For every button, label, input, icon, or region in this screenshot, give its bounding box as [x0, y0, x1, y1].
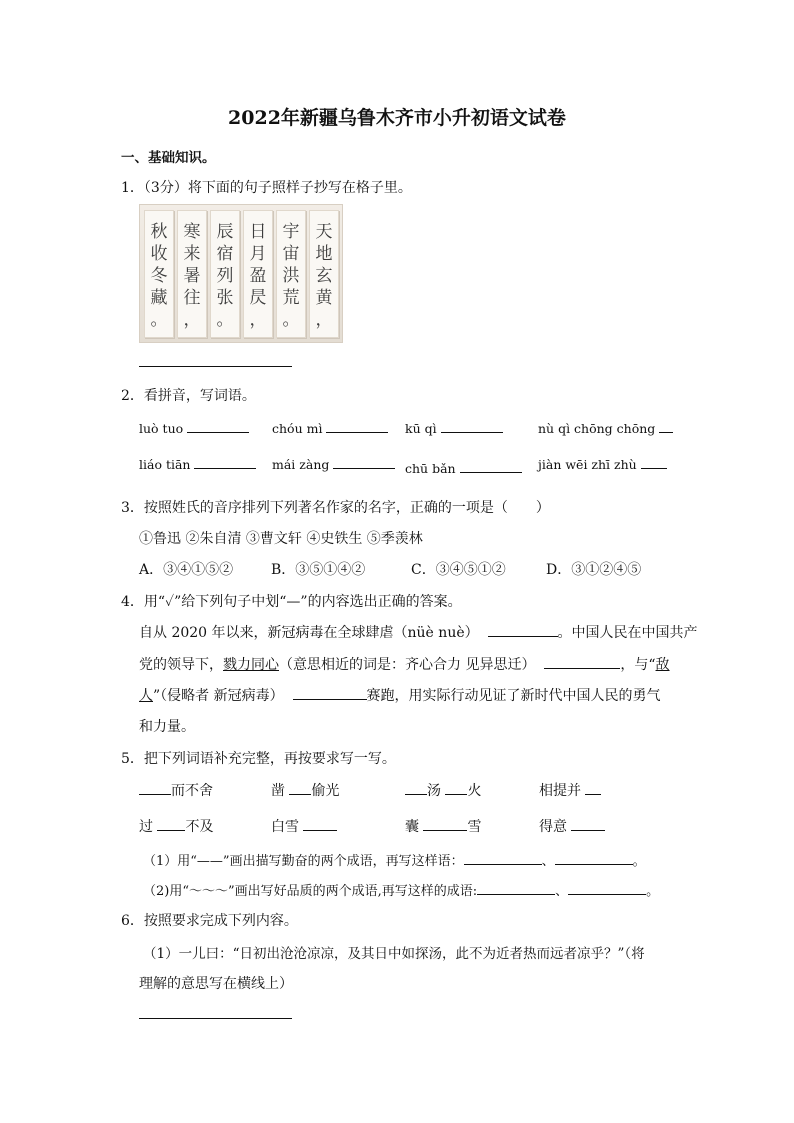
calligraphy-char: 。	[282, 310, 300, 330]
q4-line-3: 人”（侵略者 新冠病毒） 赛跑，用实际行动见证了新时代中国人民的勇气	[139, 688, 661, 704]
calligraphy-char: 往	[183, 288, 201, 308]
calligraphy-char: 盈	[249, 266, 267, 286]
calligraphy-char: 荒	[282, 288, 300, 308]
q5-sub-2: （2)用“～～～”画出写好品质的两个成语,再写这样的成语: 、 。	[143, 880, 659, 899]
calligraphy-char: 。	[150, 310, 168, 330]
pinyin-item: chóu mì	[272, 419, 388, 436]
calligraphy-char: 宇	[282, 222, 300, 242]
section-heading: 一、基础知识。	[121, 150, 216, 166]
idiom-item: 白雪	[271, 816, 337, 836]
pinyin-item: jiàn wēi zhī zhù	[538, 455, 667, 472]
calligraphy-char: 收	[150, 244, 168, 264]
calligraphy-char: 暑	[183, 266, 201, 286]
question-4: 4．用“✓”给下列句子中划“—”的内容选出正确的答案。	[121, 594, 462, 610]
pinyin-item: liáo tiān	[139, 455, 256, 472]
calligraphy-strip	[144, 210, 174, 338]
question-2: 2．看拼音，写词语。	[121, 388, 256, 404]
calligraphy-char: 张	[216, 288, 234, 308]
idiom-item: 凿 偷光	[271, 783, 340, 799]
idiom-item: 相提并	[539, 780, 601, 800]
idiom-item: 得意	[539, 816, 605, 836]
calligraphy-char: 。	[216, 310, 234, 330]
author-list: ①鲁迅 ②朱自清 ③曹文轩 ④史铁生 ⑤季羡林	[139, 531, 423, 547]
pinyin-item: luò tuo	[139, 419, 249, 436]
q5-sub-1: （1）用“——”画出描写勤奋的两个成语，再写这样语： 、 。	[143, 850, 646, 869]
calligraphy-char: 来	[183, 244, 201, 264]
pinyin-item: nù qì chōng chōng	[538, 419, 673, 436]
idiom-item: 过 不及	[139, 819, 214, 835]
calligraphy-char: ，	[315, 310, 333, 330]
pinyin-item: kū qì	[405, 419, 503, 436]
idiom-item: 囊 雪	[405, 819, 482, 835]
calligraphy-strip	[309, 210, 339, 338]
calligraphy-strip	[177, 210, 207, 338]
calligraphy-char: 月	[249, 244, 267, 264]
calligraphy-strip	[276, 210, 306, 338]
calligraphy-char: ，	[183, 310, 201, 330]
answer-blank[interactable]	[139, 1018, 292, 1019]
option-c[interactable]: C．③④⑤①②	[411, 562, 506, 578]
option-b[interactable]: B．③⑤①④②	[271, 562, 366, 578]
calligraphy-char: 宿	[216, 244, 234, 264]
question-5: 5．把下列词语补充完整，再按要求写一写。	[121, 751, 396, 767]
option-d[interactable]: D．③①②④⑤	[546, 562, 642, 578]
calligraphy-char: 藏	[150, 288, 168, 308]
question-6: 6．按照要求完成下列内容。	[121, 913, 298, 929]
q4-line-2: 党的领导下，戮力同心（意思相近的词是：齐心合力 见异思迁） ，与“敌	[139, 657, 670, 673]
calligraphy-char: 昃	[249, 288, 267, 308]
q6-sub-1: （1）一儿曰：“日初出沧沧凉凉，及其日中如探汤，此不为近者热而远者凉乎？”（将	[143, 946, 645, 962]
calligraphy-image	[139, 204, 343, 343]
calligraphy-char: 秋	[150, 222, 168, 242]
pinyin-item: chū bǎn	[405, 459, 522, 476]
calligraphy-char: 黄	[315, 288, 333, 308]
calligraphy-strip	[210, 210, 240, 338]
answer-blank[interactable]	[139, 366, 292, 367]
question-3: 3．按照姓氏的音序排列下列著名作家的名字，正确的一项是（ ）	[121, 500, 550, 516]
q6-sub-1-cont: 理解的意思写在横线上）	[139, 976, 293, 992]
calligraphy-char: 辰	[216, 222, 234, 242]
calligraphy-char: 冬	[150, 266, 168, 286]
calligraphy-char: 日	[249, 222, 267, 242]
option-a[interactable]: A．③④①⑤②	[139, 562, 234, 578]
q4-line-4: 和力量。	[139, 719, 195, 735]
calligraphy-char: ，	[249, 310, 267, 330]
page-title: 2022年新疆乌鲁木齐市小升初语文试卷	[228, 107, 566, 129]
idiom-item: 而不舍	[139, 780, 213, 800]
idiom-item: 汤 火	[405, 780, 481, 800]
question-1: 1．（3分）将下面的句子照样子抄写在格子里。	[121, 180, 412, 196]
calligraphy-char: 玄	[315, 266, 333, 286]
calligraphy-char: 列	[216, 266, 234, 286]
q4-line-1: 自从 2020 年以来，新冠病毒在全球肆虐（nüè nuè） 。中国人民在中国共产	[139, 625, 698, 641]
calligraphy-char: 洪	[282, 266, 300, 286]
calligraphy-char: 宙	[282, 244, 300, 264]
calligraphy-char: 寒	[183, 222, 201, 242]
calligraphy-char: 地	[315, 244, 333, 264]
calligraphy-strip	[243, 210, 273, 338]
pinyin-item: mái zàng	[272, 455, 395, 472]
calligraphy-char: 天	[315, 222, 333, 242]
